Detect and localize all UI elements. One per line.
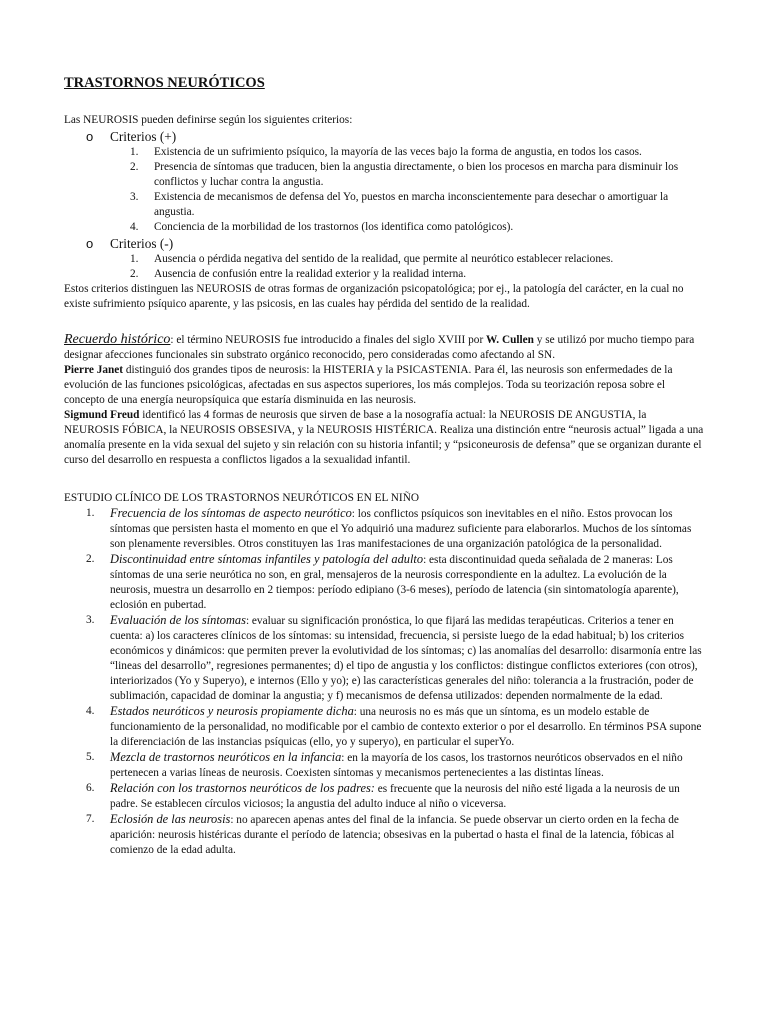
- item-text: Presencia de síntomas que traducen, bien la angustia directamente, o bien los procesos en marcha para disminuir los conflictos y luchar contra la angustia.: [154, 161, 679, 188]
- bullet-icon: o: [86, 236, 94, 251]
- item-heading: Mezcla de trastornos neuróticos en la infancia: [110, 750, 342, 764]
- history-paragraph-1: [64, 332, 704, 363]
- item-text: [110, 812, 704, 858]
- list-item: [86, 812, 704, 858]
- author-janet: Pierre Janet: [64, 364, 124, 376]
- list-item: [86, 552, 704, 613]
- item-number: 1.: [130, 146, 139, 158]
- item-number: 1.: [130, 253, 139, 265]
- list-item: [130, 267, 704, 282]
- item-body: : evaluar su significación pronóstica, lo que fijará las medidas terapéuticas. Criterios a tener en cuenta: a) los caracteres clínicos de los síntomas: su intensidad, frecuencia, si persiste luego de la edad habitual; b) los criterios económicos y dinámicos: que permiten prever la evolutividad de los síntomas; c) las anomalías del desarrollo: disarmonía entre las “lineas del desarrollo”, regresiones permanentes; d) el tipo de angustia y los conflictos: distingue conflictos exteriores (con otros), interiorizados (Yo y Superyo), e internos (Ello y yo); e) las características generales del niño: tolerancia a la frustración, poder de sublimación, capacidad de dominar la angustia; y f) mecanismos de defensa utilizados: dependen normalmente de la edad.: [110, 615, 702, 702]
- item-heading: Evaluación de los síntomas: [110, 613, 246, 627]
- criteria-minus-label: Criterios (-): [110, 236, 174, 251]
- history-text-1b: y se utilizó por mucho tiempo para designar afecciones funcionales sin substrato orgánico reconocido, pero consideradas como afectando al SN.: [64, 334, 695, 361]
- history-heading: Recuerdo histórico: [64, 332, 171, 347]
- history-paragraph-2: [64, 363, 704, 408]
- item-text: [110, 613, 704, 704]
- history-paragraph-3: [64, 408, 704, 468]
- item-number: 7.: [86, 813, 95, 825]
- list-item: [86, 704, 704, 750]
- item-heading: Estados neuróticos y neurosis propiamente dicha: [110, 704, 354, 718]
- item-number: 4.: [86, 705, 95, 717]
- list-item: [86, 750, 704, 781]
- list-item: [130, 220, 704, 235]
- list-item: [130, 252, 704, 267]
- item-body: : no aparecen apenas antes del final de la infancia. Se puede observar un cierto orden en la fecha de aparición: neurosis histéricas durante el período de latencia; obsesivas en la pubertad o hasta el final de la latencia, fóbicas al comienzo de la edad adulta.: [110, 814, 679, 856]
- item-text: [110, 552, 704, 613]
- item-number: 5.: [86, 751, 95, 763]
- item-heading: Eclosión de las neurosis: [110, 812, 231, 826]
- criteria-plus-list: [130, 145, 704, 235]
- intro-text: Las NEUROSIS pueden definirse según los siguientes criterios:: [64, 114, 353, 126]
- item-number: 1.: [86, 507, 95, 519]
- study-title: ESTUDIO CLÍNICO DE LOS TRASTORNOS NEURÓTICOS EN EL NIÑO: [64, 492, 420, 504]
- study-list: [86, 506, 704, 858]
- item-number: 3.: [130, 191, 139, 203]
- page-title: TRASTORNOS NEURÓTICOS: [64, 75, 265, 91]
- author-freud: Sigmund Freud: [64, 409, 140, 421]
- item-number: 6.: [86, 782, 95, 794]
- item-body: : una neurosis no es más que un síntoma, es un modelo estable de funcionamiento de la personalidad, no modificable por el cambio de contexto exterior o por el desarrollo. En términos PSA supone la diferenciación de las instancias psíquicas (ello, yo y superyo), en particular el superYo.: [110, 706, 702, 748]
- history-text-3: identificó las 4 formas de neurosis que sirven de base a la nosografía actual: la NEUROSIS DE ANGUSTIA, la NEUROSIS FÓBICA, la NEUROSIS OBSESIVA, y la NEUROSIS HISTÉRICA. Realiza una distinción entre “neurosis actual” ligada a una anomalía presente en la vida sexual del sujeto y sin relación con su historia infantil; y “psiconeurosis de defensa” que se organizan durante el curso del desarrollo en respuesta a conflictos ligados a la sexualidad infantil.: [64, 409, 704, 466]
- bullet-icon: o: [86, 129, 94, 144]
- history-colon: :: [170, 334, 174, 346]
- author-cullen: W. Cullen: [486, 334, 534, 346]
- item-heading: Frecuencia de los síntomas de aspecto neurótico: [110, 506, 352, 520]
- item-text: Existencia de un sufrimiento psíquico, la mayoría de las veces bajo la forma de angustia, en todos los casos.: [154, 146, 642, 158]
- history-text-2: distinguió dos grandes tipos de neurosis: la HISTERIA y la PSICASTENIA. Para él, las neurosis son enfermedades de la evolución de las funciones psicológicas, afectadas en sus aspectos superiores, los más complejos. Toda su teorización reposa sobre el concepto de una energía neuropsíquica que estaría disminuida en las neurosis.: [64, 364, 673, 406]
- item-heading: Discontinuidad entre síntomas infantiles y patología del adulto: [110, 552, 424, 566]
- criteria-note: Estos criterios distinguen las NEUROSIS de otras formas de organización psicopatológica; por ej., la patología del carácter, en la cual no existe sufrimiento psíquico aparente, y las psicosis, en las cuales hay pérdida del sentido de la realidad.: [64, 283, 684, 310]
- item-number: 2.: [130, 161, 139, 173]
- item-text: Conciencia de la morbilidad de los trastornos (los identifica como patológicos).: [154, 221, 514, 233]
- criteria-plus-label: Criterios (+): [110, 129, 177, 144]
- list-item: [130, 160, 704, 190]
- item-number: 4.: [130, 221, 139, 233]
- list-item: [130, 145, 704, 160]
- criteria-minus-list: [130, 252, 704, 282]
- item-text: [110, 704, 704, 750]
- item-text: [110, 781, 704, 812]
- item-number: 2.: [86, 553, 95, 565]
- list-item: [86, 613, 704, 704]
- list-item: [86, 781, 704, 812]
- item-text: Ausencia de confusión entre la realidad exterior y la realidad interna.: [154, 268, 467, 280]
- item-body: es frecuente que la neurosis del niño esté ligada a la neurosis de un padre. Se establecen círculos viciosos; la angustia del adulto induce al niño o viceversa.: [110, 783, 680, 810]
- item-heading: Relación con los trastornos neuróticos de los padres:: [110, 781, 375, 795]
- item-text: Ausencia o pérdida negativa del sentido de la realidad, que permite al neurótico establecer relaciones.: [154, 253, 614, 265]
- list-item: [86, 506, 704, 552]
- item-body: : esta discontinuidad queda señalada de 2 maneras: Los síntomas de una serie neurótica no son, en gral, mensajeros de la neurosis correspondiente en la adultez. La evolución de la neurosis, muestra un desarrollo en 2 tiempos: período edipiano (3-6 meses), período de latencia (sin sintomatología aparente), eclosión en pubertad.: [110, 554, 679, 611]
- item-text: [110, 506, 704, 552]
- history-section: [64, 332, 704, 468]
- item-body: : en la mayoría de los casos, los trastornos neuróticos observados en el niño pertenecen a varias líneas de neurosis. Coexisten síntomas y mecanismos pertenecientes a las distintas líneas.: [110, 752, 683, 779]
- list-item: [130, 190, 704, 220]
- item-text: [110, 750, 704, 781]
- criteria-plus-heading: [64, 128, 704, 145]
- item-text: Existencia de mecanismos de defensa del Yo, puestos en marcha inconscientemente para desechar o amortiguar la angustia.: [154, 191, 669, 218]
- criteria-minus-heading: [64, 235, 704, 252]
- item-body: : los conflictos psíquicos son inevitables en el niño. Estos provocan los síntomas que persisten hasta el momento en que el Yo adquirió una madurez suficiente para elaborarlos. Muchos de los síntomas son plenamente reversibles. Otros constituyen las 1ras manifestaciones de una organización patológica de la personalidad.: [110, 508, 692, 550]
- item-number: 2.: [130, 268, 139, 280]
- item-number: 3.: [86, 614, 95, 626]
- history-text-1a: el término NEUROSIS fue introducido a finales del siglo XVIII por: [173, 334, 487, 346]
- document-content: [64, 74, 704, 858]
